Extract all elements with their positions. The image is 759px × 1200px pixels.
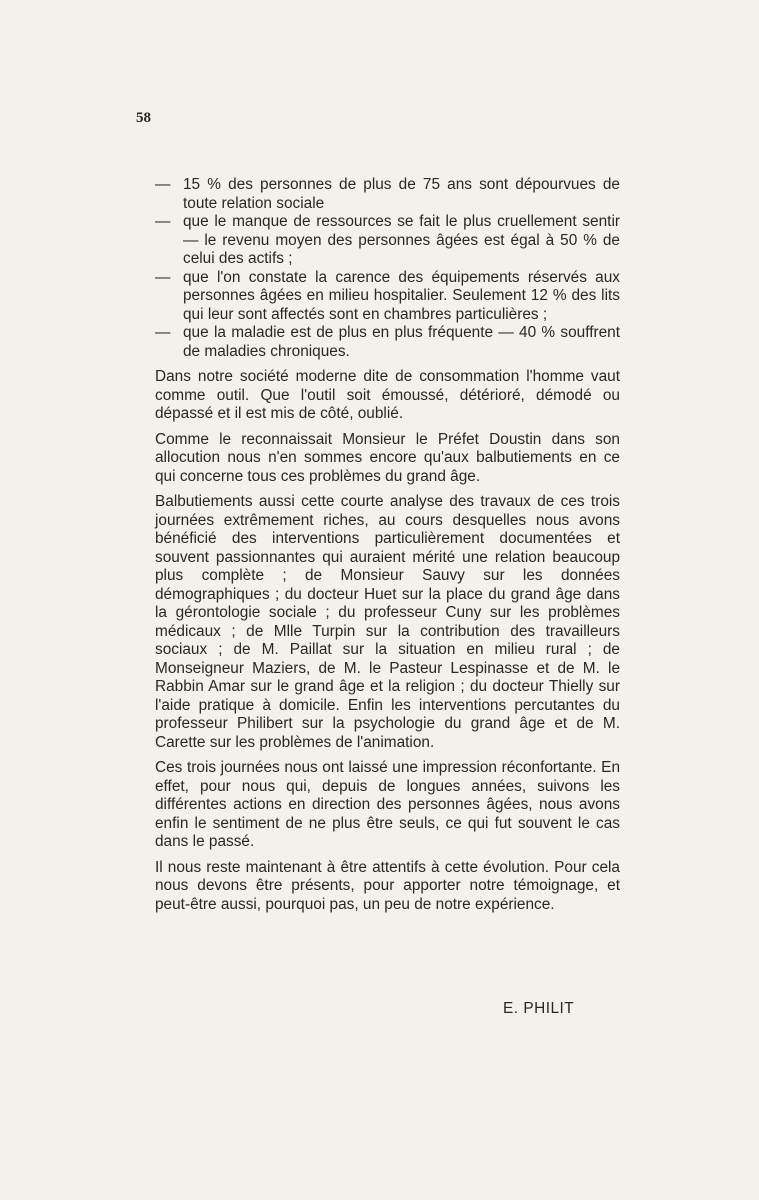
list-item	[155, 213, 620, 269]
paragraph: Ces trois journées nous ont laissé une impression réconfortante. En effet, pour nous qui, depuis de longues années, suivons les différentes actions en direction des personnes âgées, nous avons enfin le sentiment de ne plus être seuls, ce qui fut souvent le cas dans le passé.	[155, 759, 620, 850]
list-item	[155, 324, 620, 361]
page-number: 58	[136, 110, 151, 126]
paragraph: Il nous reste maintenant à être attentifs à cette évolution. Pour cela nous devons être présents, pour apporter notre témoignage, et peut-être aussi, pourquoi pas, un peu de notre expérience.	[155, 858, 620, 913]
bullet-text: 15 % des personnes de plus de 75 ans sont dépourvues de toute relation sociale	[183, 176, 620, 212]
paragraph: Dans notre société moderne dite de consommation l'homme vaut comme outil. Que l'outil soit émoussé, détérioré, démodé ou dépassé et il est mis de côté, oublié.	[155, 368, 620, 422]
paragraph: Comme le reconnaissait Monsieur le Préfet Doustin dans son allocution nous n'en sommes encore qu'aux balbutiements en ce qui concerne tous ces problèmes du grand âge.	[155, 430, 620, 485]
bullet-text: que l'on constate la carence des équipements réservés aux personnes âgées en milieu hospitalier. Seulement 12 % des lits qui leur sont affectés sont en chambres particulières ;	[183, 268, 620, 323]
bullet-dash: —	[155, 324, 171, 341]
list-item	[155, 269, 620, 325]
bullet-text: que la maladie est de plus en plus fréquente — 40 % souffrent de maladies chroniques.	[183, 324, 620, 360]
bullet-dash: —	[155, 268, 171, 286]
bullet-dash: —	[155, 213, 171, 230]
author-signature: E. PHILIT	[503, 1000, 575, 1017]
list-item	[155, 176, 620, 213]
paragraph: Balbutiements aussi cette courte analyse des travaux de ces trois journées extrêmement riches, au cours desquelles nous avons bénéficié des interventions particulièrement documentées et souvent passionnantes qui auraient mérité une relation beaucoup plus complète ; de Monsieur Sauvy sur les données démographiques ; du docteur Huet sur la place du grand âge dans la gérontologie sociale ; du professeur Cuny sur les problèmes médicaux ; de Mlle Turpin sur la contribution des travailleurs sociaux ; de M. Paillat sur la situation en milieu rural ; de Monseigneur Maziers, de M. le Pasteur Lespinasse et de M. le Rabbin Amar sur le grand âge et la religion ; du docteur Thielly sur l'aide pratique à domicile. Enfin les interventions percutantes du professeur Philibert sur la psychologie du grand âge et de M. Carette sur les problèmes de l'animation.	[155, 493, 620, 751]
body-text	[155, 176, 620, 914]
bullet-text: que le manque de ressources se fait le plus cruellement sentir — le revenu moyen des personnes âgées est égal à 50 % de celui des actifs ;	[183, 213, 620, 267]
bullet-dash: —	[155, 176, 171, 193]
